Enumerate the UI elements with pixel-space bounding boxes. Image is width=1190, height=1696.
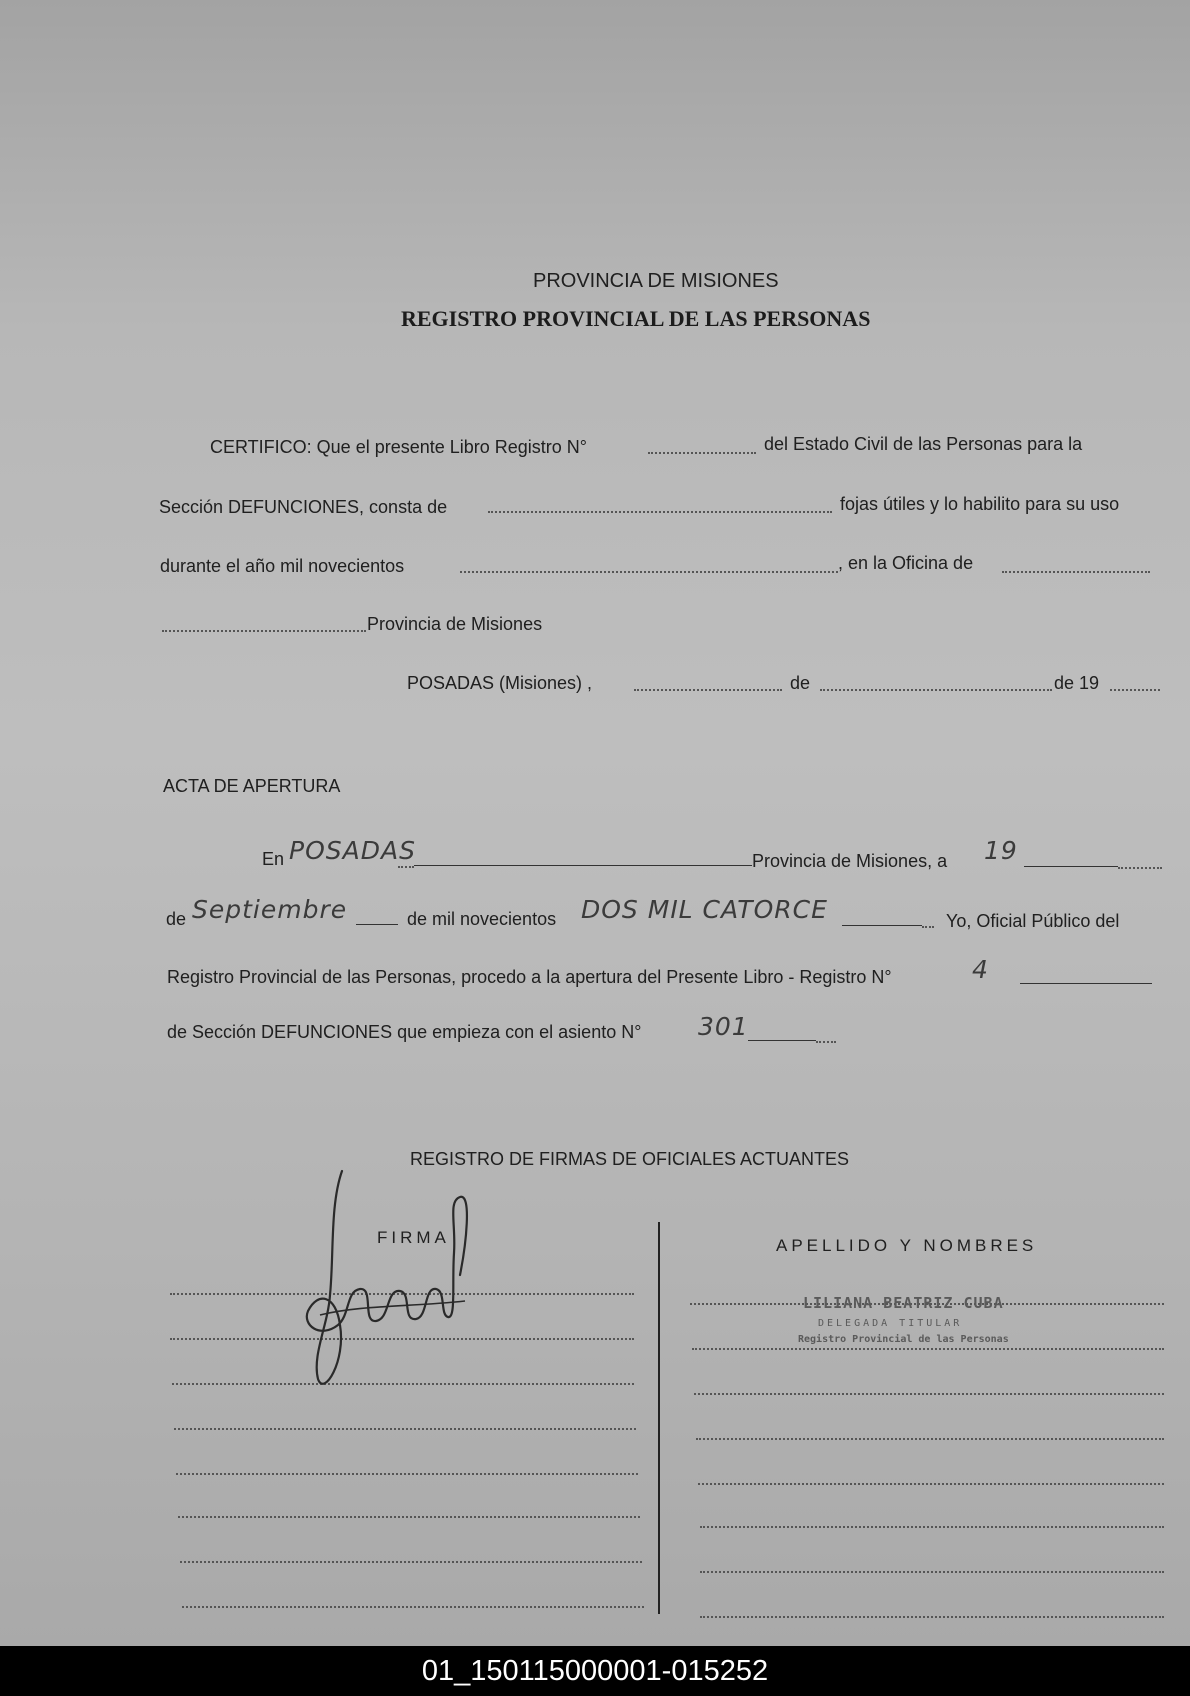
image-id-footer: 01_150115000001-015252 (0, 1646, 1190, 1696)
stamp-organization: Registro Provincial de las Personas (798, 1334, 1009, 1345)
acta-title: ACTA DE APERTURA (163, 776, 341, 796)
acta-place-handwritten: POSADAS (289, 836, 416, 865)
cert-line2-right: fojas útiles y lo habilito para su uso (840, 494, 1120, 514)
names-column-heading: APELLIDO Y NOMBRES (776, 1236, 1038, 1255)
name-row (700, 1616, 1164, 1618)
cert-line3-left: durante el año mil novecientos (160, 556, 405, 576)
cert-office-blank-2 (162, 630, 366, 632)
acta-de-label: de (166, 909, 187, 929)
cert-line5-year: de 19 (1054, 673, 1100, 693)
name-row (700, 1526, 1164, 1528)
acta-sec-label: de Sección DEFUNCIONES que empieza con el asiento N° (167, 1022, 642, 1042)
acta-month-line (356, 924, 398, 925)
cert-line5-place: POSADAS (Misiones) , (407, 673, 593, 693)
registry-heading: REGISTRO PROVINCIAL DE LAS PERSONAS (401, 306, 871, 331)
acta-entry-number-line (748, 1040, 816, 1041)
acta-yo-label: Yo, Oficial Público del (946, 911, 1120, 931)
cert-line5-de: de (790, 673, 811, 693)
cert-day-blank (634, 689, 782, 691)
acta-month-handwritten: Septiembre (192, 895, 348, 924)
acta-day-line (1024, 866, 1118, 867)
acta-day-dots (1118, 867, 1162, 869)
signature-column-heading: FIRMA (377, 1228, 450, 1247)
column-divider (658, 1222, 660, 1614)
cert-line1-right: del Estado Civil de las Personas para la (764, 434, 1083, 454)
acta-year-line (842, 925, 922, 926)
cert-month-blank (820, 689, 1052, 691)
cert-line1-left: CERTIFICO: Que el presente Libro Registro N° (210, 437, 588, 457)
cert-book-number-blank (648, 452, 756, 454)
acta-mil-label: de mil novecientos (407, 909, 557, 929)
acta-reg-label: Registro Provincial de las Personas, procedo a la apertura del Presente Libro - Registro N° (167, 967, 892, 987)
acta-book-number-line (1020, 983, 1152, 984)
stamp-name: LILIANA BEATRIZ CUBA (803, 1294, 1004, 1312)
acta-place-line (414, 865, 752, 866)
name-row (694, 1393, 1164, 1395)
name-row (696, 1438, 1164, 1440)
province-heading: PROVINCIA DE MISIONES (533, 270, 779, 292)
signature-row (178, 1516, 640, 1518)
acta-year-handwritten: DOS MIL CATORCE (581, 895, 828, 924)
acta-entry-number-dots (816, 1041, 836, 1043)
signature-row (182, 1606, 644, 1608)
cert-year-blank-2 (1110, 689, 1160, 691)
signatures-title: REGISTRO DE FIRMAS DE OFICIALES ACTUANTES (410, 1149, 850, 1169)
cert-line4: Provincia de Misiones (367, 614, 543, 634)
signature-row (180, 1561, 642, 1563)
acta-prov-label: Provincia de Misiones, a (752, 851, 948, 871)
name-row (700, 1571, 1164, 1573)
signature-row (174, 1428, 636, 1430)
stamp-title: DELEGADA TITULAR (818, 1318, 963, 1329)
cert-line2-left: Sección DEFUNCIONES, consta de (159, 497, 448, 517)
cert-year-blank (460, 571, 838, 573)
acta-place-dots (398, 866, 414, 868)
signature-row (176, 1473, 638, 1475)
cert-office-blank (1002, 571, 1150, 573)
acta-book-number-handwritten: 4 (972, 955, 989, 984)
acta-en-label: En (262, 849, 285, 869)
acta-day-handwritten: 19 (984, 836, 1018, 865)
cert-line3-mid: , en la Oficina de (838, 553, 974, 573)
name-row (698, 1483, 1164, 1485)
handwritten-signature (300, 1165, 480, 1395)
cert-pages-blank (488, 511, 832, 513)
name-row (692, 1348, 1164, 1350)
acta-entry-number-handwritten: 301 (698, 1012, 749, 1041)
acta-year-dots (922, 926, 934, 928)
